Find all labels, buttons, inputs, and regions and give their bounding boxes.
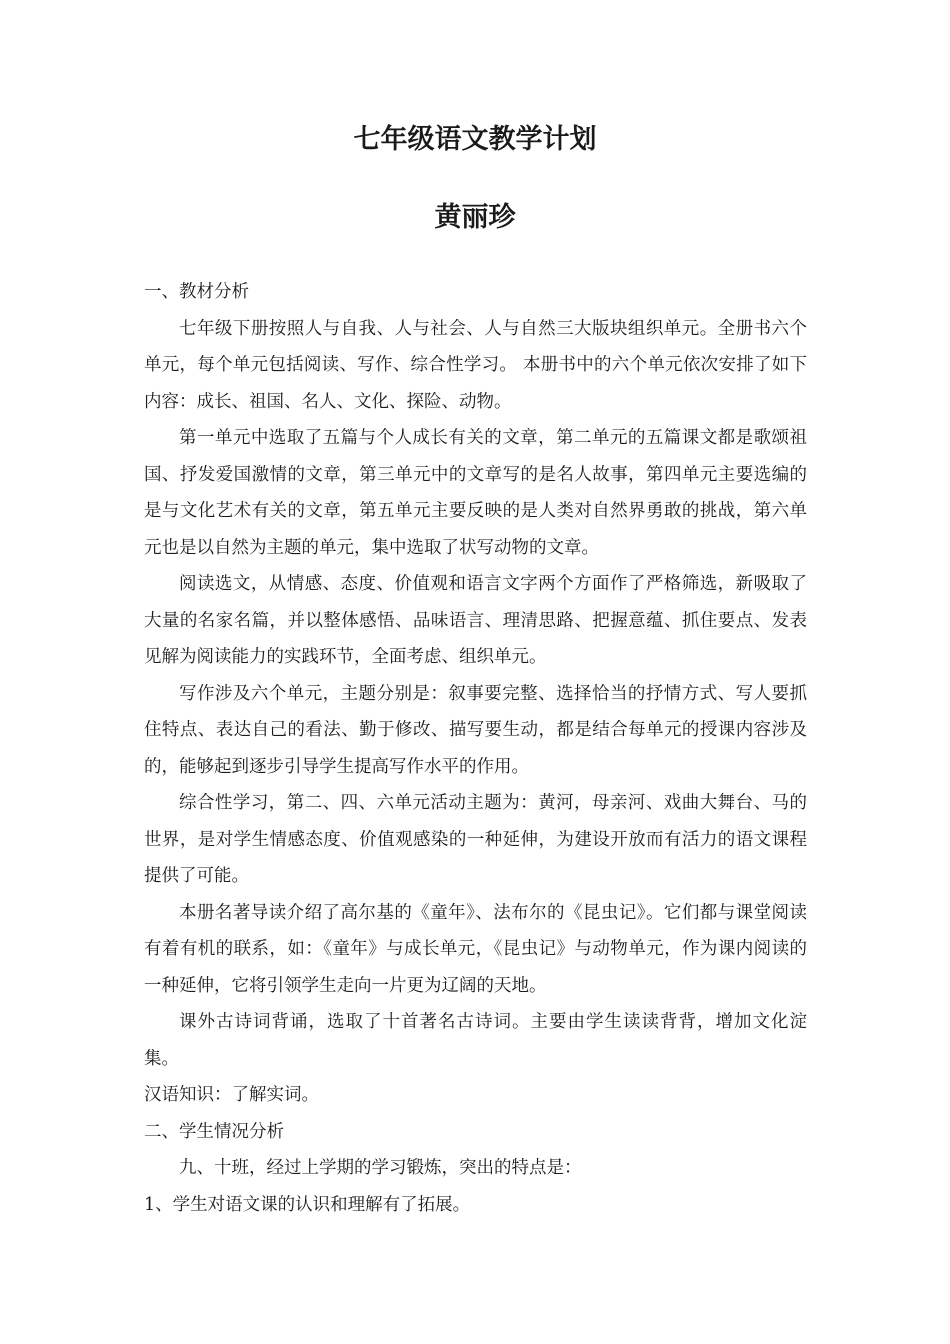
section-heading: 一、教材分析 [144,282,249,302]
document-body [144,274,807,1223]
body-paragraph: 阅读选文，从情感、态度、价值观和语言文字两个方面作了严格筛选，新吸取了大量的名家名篇，并以整体感悟、品味语言、理清思路、把握意蕴、抓住要点、发表见解为阅读能力的实践环节，全面考虑、组织单元。 [144,574,807,667]
body-paragraph: 第一单元中选取了五篇与个人成长有关的文章，第二单元的五篇课文都是歌颂祖国、抒发爱国激情的文章，第三单元中的文章写的是名人故事，第四单元主要选编的是与文化艺术有关的文章，第五单元主要反映的是人类对自然界勇敢的挑战，第六单元也是以自然为主题的单元，集中选取了状写动物的文章。 [144,428,807,558]
body-paragraph: 课外古诗词背诵，选取了十首著名古诗词。主要由学生读读背背，增加文化淀集。 [144,1012,807,1069]
list-item: 1、学生对语文课的认识和理解有了拓展。 [144,1194,471,1215]
section-heading: 二、学生情况分析 [144,1121,284,1142]
body-paragraph: 本册名著导读介绍了高尔基的《童年》、法布尔的《昆虫记》。它们都与课堂阅读有着有机的联系，如：《童年》与成长单元，《昆虫记》与动物单元，作为课内阅读的一种延伸，它将引领学生走向一片更为辽阔的天地。 [144,902,807,996]
author-name: 黄丽珍 [434,202,516,233]
document-title: 七年级语文教学计划 [353,124,597,155]
body-paragraph: 写作涉及六个单元，主题分别是：叙事要完整、选择恰当的抒情方式、写人要抓住特点、表达自己的看法、勤于修改、描写要生动，都是结合每单元的授课内容涉及的，能够起到逐步引导学生提高写作水平的作用。 [144,683,807,777]
body-paragraph: 九、十班，经过上学期的学习锻炼，突出的特点是： [179,1158,582,1178]
body-paragraph: 汉语知识：了解实词。 [144,1085,319,1105]
body-paragraph: 综合性学习，第二、四、六单元活动主题为：黄河，母亲河、戏曲大舞台、马的世界，是对学生情感态度、价值观感染的一种延伸，为建设开放而有活力的语文课程提供了可能。 [144,793,807,886]
body-paragraph: 七年级下册按照人与自我、人与社会、人与自然三大版块组织单元。全册书六个单元，每个单元包括阅读、写作、综合性学习。 本册书中的六个单元依次安排了如下内容：成长、祖国、名人、文化、探险、动物。 [144,318,807,412]
